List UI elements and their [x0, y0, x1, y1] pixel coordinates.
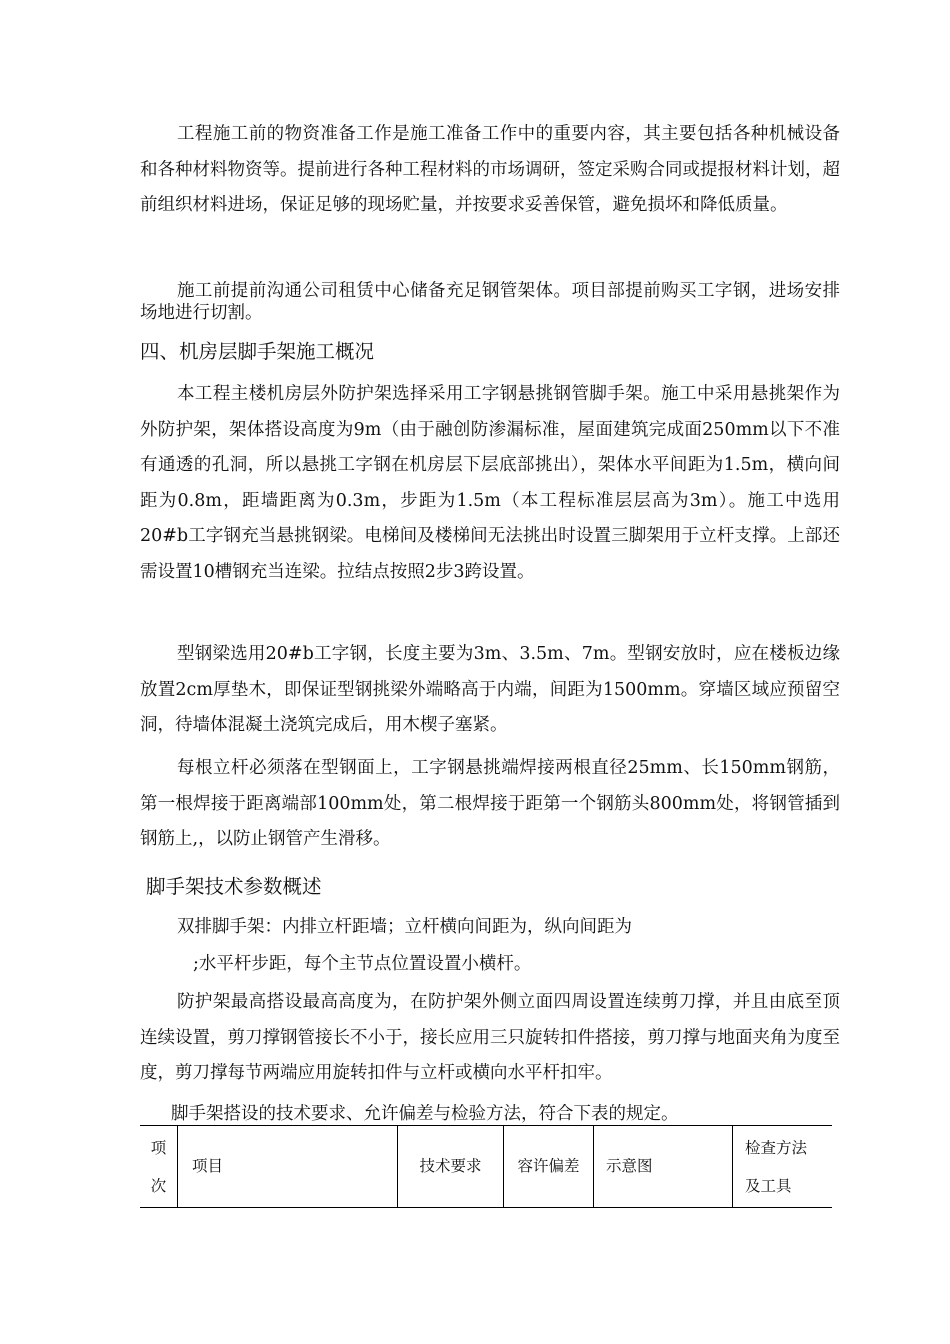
table-header-requirement: 技术要求 [397, 1126, 503, 1207]
technical-requirements-table [140, 1125, 832, 1208]
table-header-method [732, 1126, 832, 1207]
table-header-index-line1: 项 [150, 1139, 167, 1157]
paragraph-double-row-scaffold: 双排脚手架：内排立杆距墙；立杆横向间距为，纵向间距为 [177, 917, 632, 937]
paragraph-upright-pole: 每根立杆必须落在型钢面上，工字钢悬挑端焊接两根直径25mm、长150mm钢筋，第一根焊接于距离端部100mm处，第二根焊接于距第一个钢筋头800mm处，将钢管插到钢筋上,，以防止钢管产生滑移。 [140, 758, 840, 849]
table-header-method-line1: 检查方法 [745, 1139, 808, 1157]
paragraph-steel-pipe-reserve: 施工前提前沟通公司租赁中心储备充足钢管架体。项目部提前购买工字钢，进场安排场地进行切割。 [140, 281, 840, 323]
table-header-method-line2: 及工具 [745, 1177, 792, 1195]
table-header-index-line2: 次 [150, 1177, 167, 1195]
paragraph-material-preparation: 工程施工前的物资准备工作是施工准备工作中的重要内容，其主要包括各种机械设备和各种材料物资等。提前进行各种工程材料的市场调研，签定采购合同或提报材料计划，超前组织材料进场，保证足够的现场贮量，并按要求妥善保管，避免损坏和降低质量。 [140, 124, 840, 215]
table-header-index [140, 1126, 177, 1207]
paragraph-horizontal-step: ;水平杆步距，每个主节点位置设置小横杆。 [193, 954, 532, 974]
table-header-tolerance: 容许偏差 [503, 1126, 593, 1207]
section-heading-technical-parameters: 脚手架技术参数概述 [146, 875, 322, 898]
paragraph-steel-beam: 型钢梁选用20#b工字钢，长度主要为3m、3.5m、7m。型钢安放时，应在楼板边缘放置2cm厚垫木，即保证型钢挑梁外端略高于内端，间距为1500mm。穿墙区域应预留空洞，待墙体混凝土浇筑完成后，用木楔子塞紧。 [140, 644, 840, 735]
section-heading-machine-room-scaffold: 四、机房层脚手架施工概况 [140, 340, 375, 363]
paragraph-protection-frame-height: 防护架最高搭设最高高度为，在防护架外侧立面四周设置连续剪刀撑，并且由底至顶连续设置，剪刀撑钢管接长不小于，接长应用三只旋转扣件搭接，剪刀撑与地面夹角为度至度，剪刀撑每节两端应用旋转扣件与立杆或横向水平杆扣牢。 [140, 992, 840, 1083]
table-header-diagram: 示意图 [593, 1126, 732, 1207]
table-header-item: 项目 [177, 1126, 397, 1207]
paragraph-table-intro: 脚手架搭设的技术要求、允许偏差与检验方法，符合下表的规定。 [171, 1104, 679, 1124]
paragraph-scaffold-overview: 本工程主楼机房层外防护架选择采用工字钢悬挑钢管脚手架。施工中采用悬挑架作为外防护架，架体搭设高度为9m（由于融创防渗漏标准，屋面建筑完成面250mm以下不准有通透的孔洞，所以悬挑工字钢在机房层下层底部挑出），架体水平间距为1.5m，横向间距为0.8m，距墙距离为0.3m，步距为1.5m（本工程标准层层高为3m）。施工中选用20#b工字钢充当悬挑钢梁。电梯间及楼梯间无法挑出时设置三脚架用于立杆支撑。上部还需设置10槽钢充当连梁。拉结点按照2步3跨设置。 [140, 384, 840, 582]
